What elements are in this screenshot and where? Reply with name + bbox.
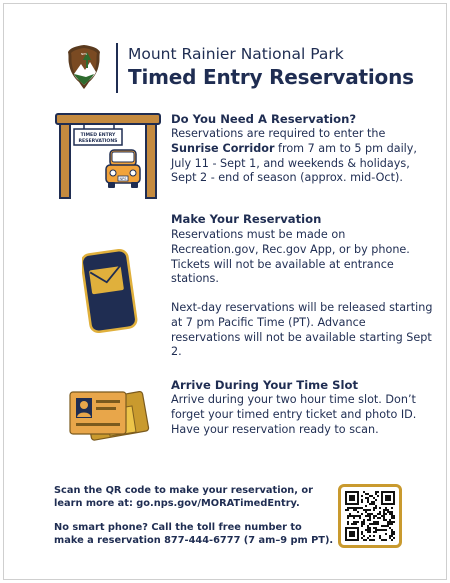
qr-module xyxy=(393,531,395,533)
body-text: from 7 am to 5 pm daily, July 11 - Sept 1, and weekends & holidays, Sept 2 - end of season (approx. mid-Oct). xyxy=(171,141,417,185)
qr-module xyxy=(367,515,369,517)
qr-module xyxy=(367,513,369,515)
qr-module xyxy=(369,517,371,519)
qr-module xyxy=(361,513,363,515)
qr-module xyxy=(375,521,377,523)
qr-module xyxy=(381,539,383,541)
qr-module xyxy=(391,535,393,537)
body-text: Reservations are required to enter the xyxy=(171,127,386,140)
qr-module xyxy=(365,539,367,541)
qr-module xyxy=(383,529,385,531)
qr-module xyxy=(375,493,377,495)
qr-module xyxy=(381,491,383,505)
qr-module xyxy=(381,525,383,527)
qr-module xyxy=(385,533,387,535)
qr-module xyxy=(367,527,369,529)
qr-module xyxy=(383,515,385,517)
qr-module xyxy=(377,495,379,497)
header xyxy=(66,42,414,102)
qr-module xyxy=(367,525,369,527)
qr-module xyxy=(353,515,355,517)
qr-module xyxy=(345,491,359,493)
qr-module xyxy=(373,539,375,541)
qr-module xyxy=(361,507,363,509)
qr-module xyxy=(361,495,363,497)
qr-module xyxy=(381,515,383,517)
qr-module xyxy=(385,539,387,541)
qr-module xyxy=(367,529,369,531)
qr-module xyxy=(353,507,355,509)
qr-module xyxy=(365,509,367,511)
qr-module xyxy=(347,515,349,517)
qr-module xyxy=(377,521,379,523)
qr-module xyxy=(353,521,355,523)
qr-module xyxy=(381,491,395,493)
qr-module xyxy=(367,493,369,495)
qr-module xyxy=(369,495,371,497)
qr-module xyxy=(353,517,355,519)
qr-module xyxy=(385,513,387,515)
qr-module xyxy=(351,507,353,509)
qr-module xyxy=(345,539,359,541)
qr-module xyxy=(345,491,347,505)
ticket-photo-id-icon xyxy=(66,384,150,446)
qr-module xyxy=(375,499,377,501)
qr-module xyxy=(389,513,391,515)
nps-arrowhead-icon xyxy=(66,44,102,90)
qr-module xyxy=(373,523,375,525)
qr-module xyxy=(383,519,385,521)
qr-module xyxy=(371,503,373,505)
qr-module xyxy=(357,527,359,541)
qr-module xyxy=(371,539,373,541)
qr-module xyxy=(355,523,357,525)
qr-module xyxy=(357,521,359,523)
qr-module xyxy=(389,535,391,537)
qr-code-icon xyxy=(345,491,395,541)
car-plate: NPS xyxy=(119,177,127,181)
qr-module xyxy=(369,513,371,515)
qr-module xyxy=(383,513,385,515)
qr-module xyxy=(375,515,377,517)
qr-module xyxy=(347,507,349,509)
qr-module xyxy=(371,523,373,525)
qr-module xyxy=(357,511,359,513)
qr-module xyxy=(385,519,387,521)
qr-module xyxy=(385,507,387,509)
qr-module xyxy=(361,499,363,501)
qr-module xyxy=(377,491,379,493)
qr-module xyxy=(369,535,371,537)
qr-module xyxy=(363,521,365,523)
qr-module xyxy=(367,519,369,521)
svg-text:NPS: NPS xyxy=(81,52,87,56)
qr-module xyxy=(347,521,349,523)
section-heading-need-reservation: Do You Need A Reservation? xyxy=(171,112,357,126)
qr-module xyxy=(369,519,371,521)
qr-module xyxy=(365,515,367,517)
qr-module xyxy=(369,531,371,533)
qr-module xyxy=(375,507,377,509)
qr-module xyxy=(369,515,371,517)
qr-module xyxy=(361,525,363,527)
qr-module xyxy=(387,509,389,511)
qr-module xyxy=(355,509,357,511)
qr-module xyxy=(349,513,351,515)
qr-module xyxy=(353,509,355,511)
qr-module xyxy=(365,493,367,495)
qr-module xyxy=(367,501,369,503)
qr-module xyxy=(377,529,379,531)
qr-module xyxy=(389,527,391,529)
qr-module xyxy=(373,497,375,499)
qr-module xyxy=(355,521,357,523)
qr-module xyxy=(379,507,381,509)
section-body-release-time: Next-day reservations will be released starting at 7 pm Pacific Time (PT). Advance reservations will not be available starting Sept 2. xyxy=(171,301,433,359)
qr-module xyxy=(385,529,387,531)
qr-module xyxy=(349,495,355,501)
qr-module xyxy=(373,501,375,503)
qr-module xyxy=(345,527,347,541)
qr-module xyxy=(369,509,371,511)
section-heading-arrive: Arrive During Your Time Slot xyxy=(171,378,358,392)
qr-module xyxy=(383,517,385,519)
qr-module xyxy=(375,527,377,529)
gate-sign-line1: TIMED ENTRY xyxy=(80,133,116,138)
qr-module xyxy=(369,527,371,529)
qr-module xyxy=(393,515,395,517)
qr-module xyxy=(389,511,391,513)
qr-module xyxy=(377,523,379,525)
qr-module xyxy=(365,511,367,513)
qr-module xyxy=(375,505,377,507)
qr-module xyxy=(393,537,395,539)
qr-module xyxy=(375,529,377,531)
qr-module xyxy=(355,515,357,517)
qr-module xyxy=(391,513,393,515)
qr-module xyxy=(373,517,375,519)
qr-module xyxy=(357,507,359,509)
qr-module xyxy=(383,509,385,511)
qr-module xyxy=(361,521,363,523)
qr-module xyxy=(345,503,359,505)
qr-module xyxy=(357,515,359,517)
qr-module xyxy=(367,499,369,501)
qr-module xyxy=(355,507,357,509)
qr-module xyxy=(387,523,389,525)
qr-module xyxy=(373,515,375,517)
qr-module xyxy=(393,491,395,505)
qr-module xyxy=(347,523,349,525)
qr-module xyxy=(391,515,393,517)
qr-module xyxy=(379,529,381,531)
qr-module xyxy=(367,497,369,499)
qr-module xyxy=(365,505,367,507)
qr-module xyxy=(369,539,371,541)
qr-module xyxy=(393,517,395,519)
gate-sign-line2: RESERVATIONS xyxy=(78,139,118,144)
qr-module xyxy=(381,503,395,505)
qr-module xyxy=(391,533,393,535)
qr-module xyxy=(375,491,377,493)
qr-module xyxy=(391,521,393,523)
qr-module xyxy=(347,517,349,519)
qr-module xyxy=(379,537,381,539)
qr-module xyxy=(373,527,375,529)
qr-module xyxy=(353,523,355,525)
qr-module xyxy=(385,509,387,511)
phone-email-icon xyxy=(82,248,138,334)
qr-module xyxy=(369,503,371,505)
qr-module xyxy=(359,507,361,509)
qr-module xyxy=(375,531,377,533)
qr-module xyxy=(389,519,391,521)
park-name: Mount Rainier National Park xyxy=(128,45,344,63)
qr-module xyxy=(369,529,371,531)
section-body-need-reservation xyxy=(171,127,433,186)
qr-module xyxy=(391,539,393,541)
qr-module xyxy=(387,525,389,527)
qr-module xyxy=(349,531,355,537)
qr-module xyxy=(391,517,393,519)
qr-module xyxy=(383,511,385,513)
footer-phone-text: No smart phone? Call the toll free number to make a reservation 877-444-6777 (7 am–9 pm PT). xyxy=(54,522,334,547)
qr-module xyxy=(363,491,365,493)
qr-module xyxy=(393,521,395,523)
qr-module xyxy=(361,533,363,535)
qr-module xyxy=(361,501,363,503)
qr-module xyxy=(359,515,361,517)
section-body-arrive: Arrive during your two hour time slot. Don’t forget your timed entry ticket and photo ID. Have your reservation ready to scan. xyxy=(171,393,417,436)
qr-module xyxy=(367,537,369,539)
qr-module xyxy=(363,509,365,511)
qr-module xyxy=(345,509,347,511)
qr-module xyxy=(379,511,381,513)
qr-module xyxy=(363,539,365,541)
qr-module xyxy=(367,509,369,511)
qr-module xyxy=(391,529,393,531)
qr-module xyxy=(393,533,395,535)
qr-module xyxy=(381,529,383,531)
qr-module xyxy=(389,537,391,539)
flyer-page xyxy=(3,3,447,580)
qr-module xyxy=(351,523,353,525)
qr-module xyxy=(373,535,375,537)
qr-module xyxy=(373,531,375,533)
section-heading-make-reservation: Make Your Reservation xyxy=(171,212,322,226)
qr-module xyxy=(357,491,359,505)
qr-module xyxy=(387,521,389,523)
qr-module xyxy=(359,517,361,519)
qr-module xyxy=(347,509,349,511)
qr-module xyxy=(363,519,365,521)
qr-module xyxy=(371,513,373,515)
qr-module xyxy=(361,537,363,539)
qr-module xyxy=(379,513,381,515)
qr-module xyxy=(387,511,389,513)
qr-module xyxy=(383,539,385,541)
header-divider xyxy=(116,43,118,93)
qr-module xyxy=(383,525,385,527)
qr-module xyxy=(369,523,371,525)
qr-module xyxy=(375,523,377,525)
sunrise-corridor-bold: Sunrise Corridor xyxy=(171,141,275,155)
qr-module xyxy=(379,517,381,519)
qr-module xyxy=(377,513,379,515)
qr-module xyxy=(389,523,391,525)
qr-module xyxy=(391,511,393,513)
qr-module xyxy=(365,497,367,499)
qr-module xyxy=(371,495,373,497)
qr-module xyxy=(391,523,393,525)
qr-module xyxy=(391,531,393,533)
qr-module xyxy=(351,515,353,517)
qr-module xyxy=(363,523,365,525)
qr-module xyxy=(385,525,387,527)
footer-scan-text: Scan the QR code to make your reservation, or learn more at: go.nps.gov/MORATimedEntry. xyxy=(54,485,313,510)
section-body-make-reservation: Reservations must be made on Recreation.gov, Rec.gov App, or by phone. Tickets will not be available at entrance stations. xyxy=(171,228,410,286)
qr-module xyxy=(373,507,375,509)
qr-module xyxy=(349,507,351,509)
qr-module xyxy=(361,531,363,533)
qr-code[interactable] xyxy=(338,484,402,548)
qr-module xyxy=(385,495,391,501)
qr-module xyxy=(373,521,375,523)
qr-module xyxy=(371,501,373,503)
qr-module xyxy=(349,515,351,517)
qr-module xyxy=(345,527,359,529)
qr-module xyxy=(373,509,375,511)
qr-module xyxy=(379,535,381,537)
qr-module xyxy=(391,507,393,509)
qr-module xyxy=(365,529,367,531)
qr-module xyxy=(363,535,365,537)
page-title: Timed Entry Reservations xyxy=(128,65,414,89)
entrance-gate-car-icon xyxy=(54,112,162,200)
qr-module xyxy=(373,503,375,505)
qr-module xyxy=(367,531,369,533)
qr-module xyxy=(361,523,363,525)
qr-module xyxy=(377,517,379,519)
qr-module xyxy=(389,521,391,523)
